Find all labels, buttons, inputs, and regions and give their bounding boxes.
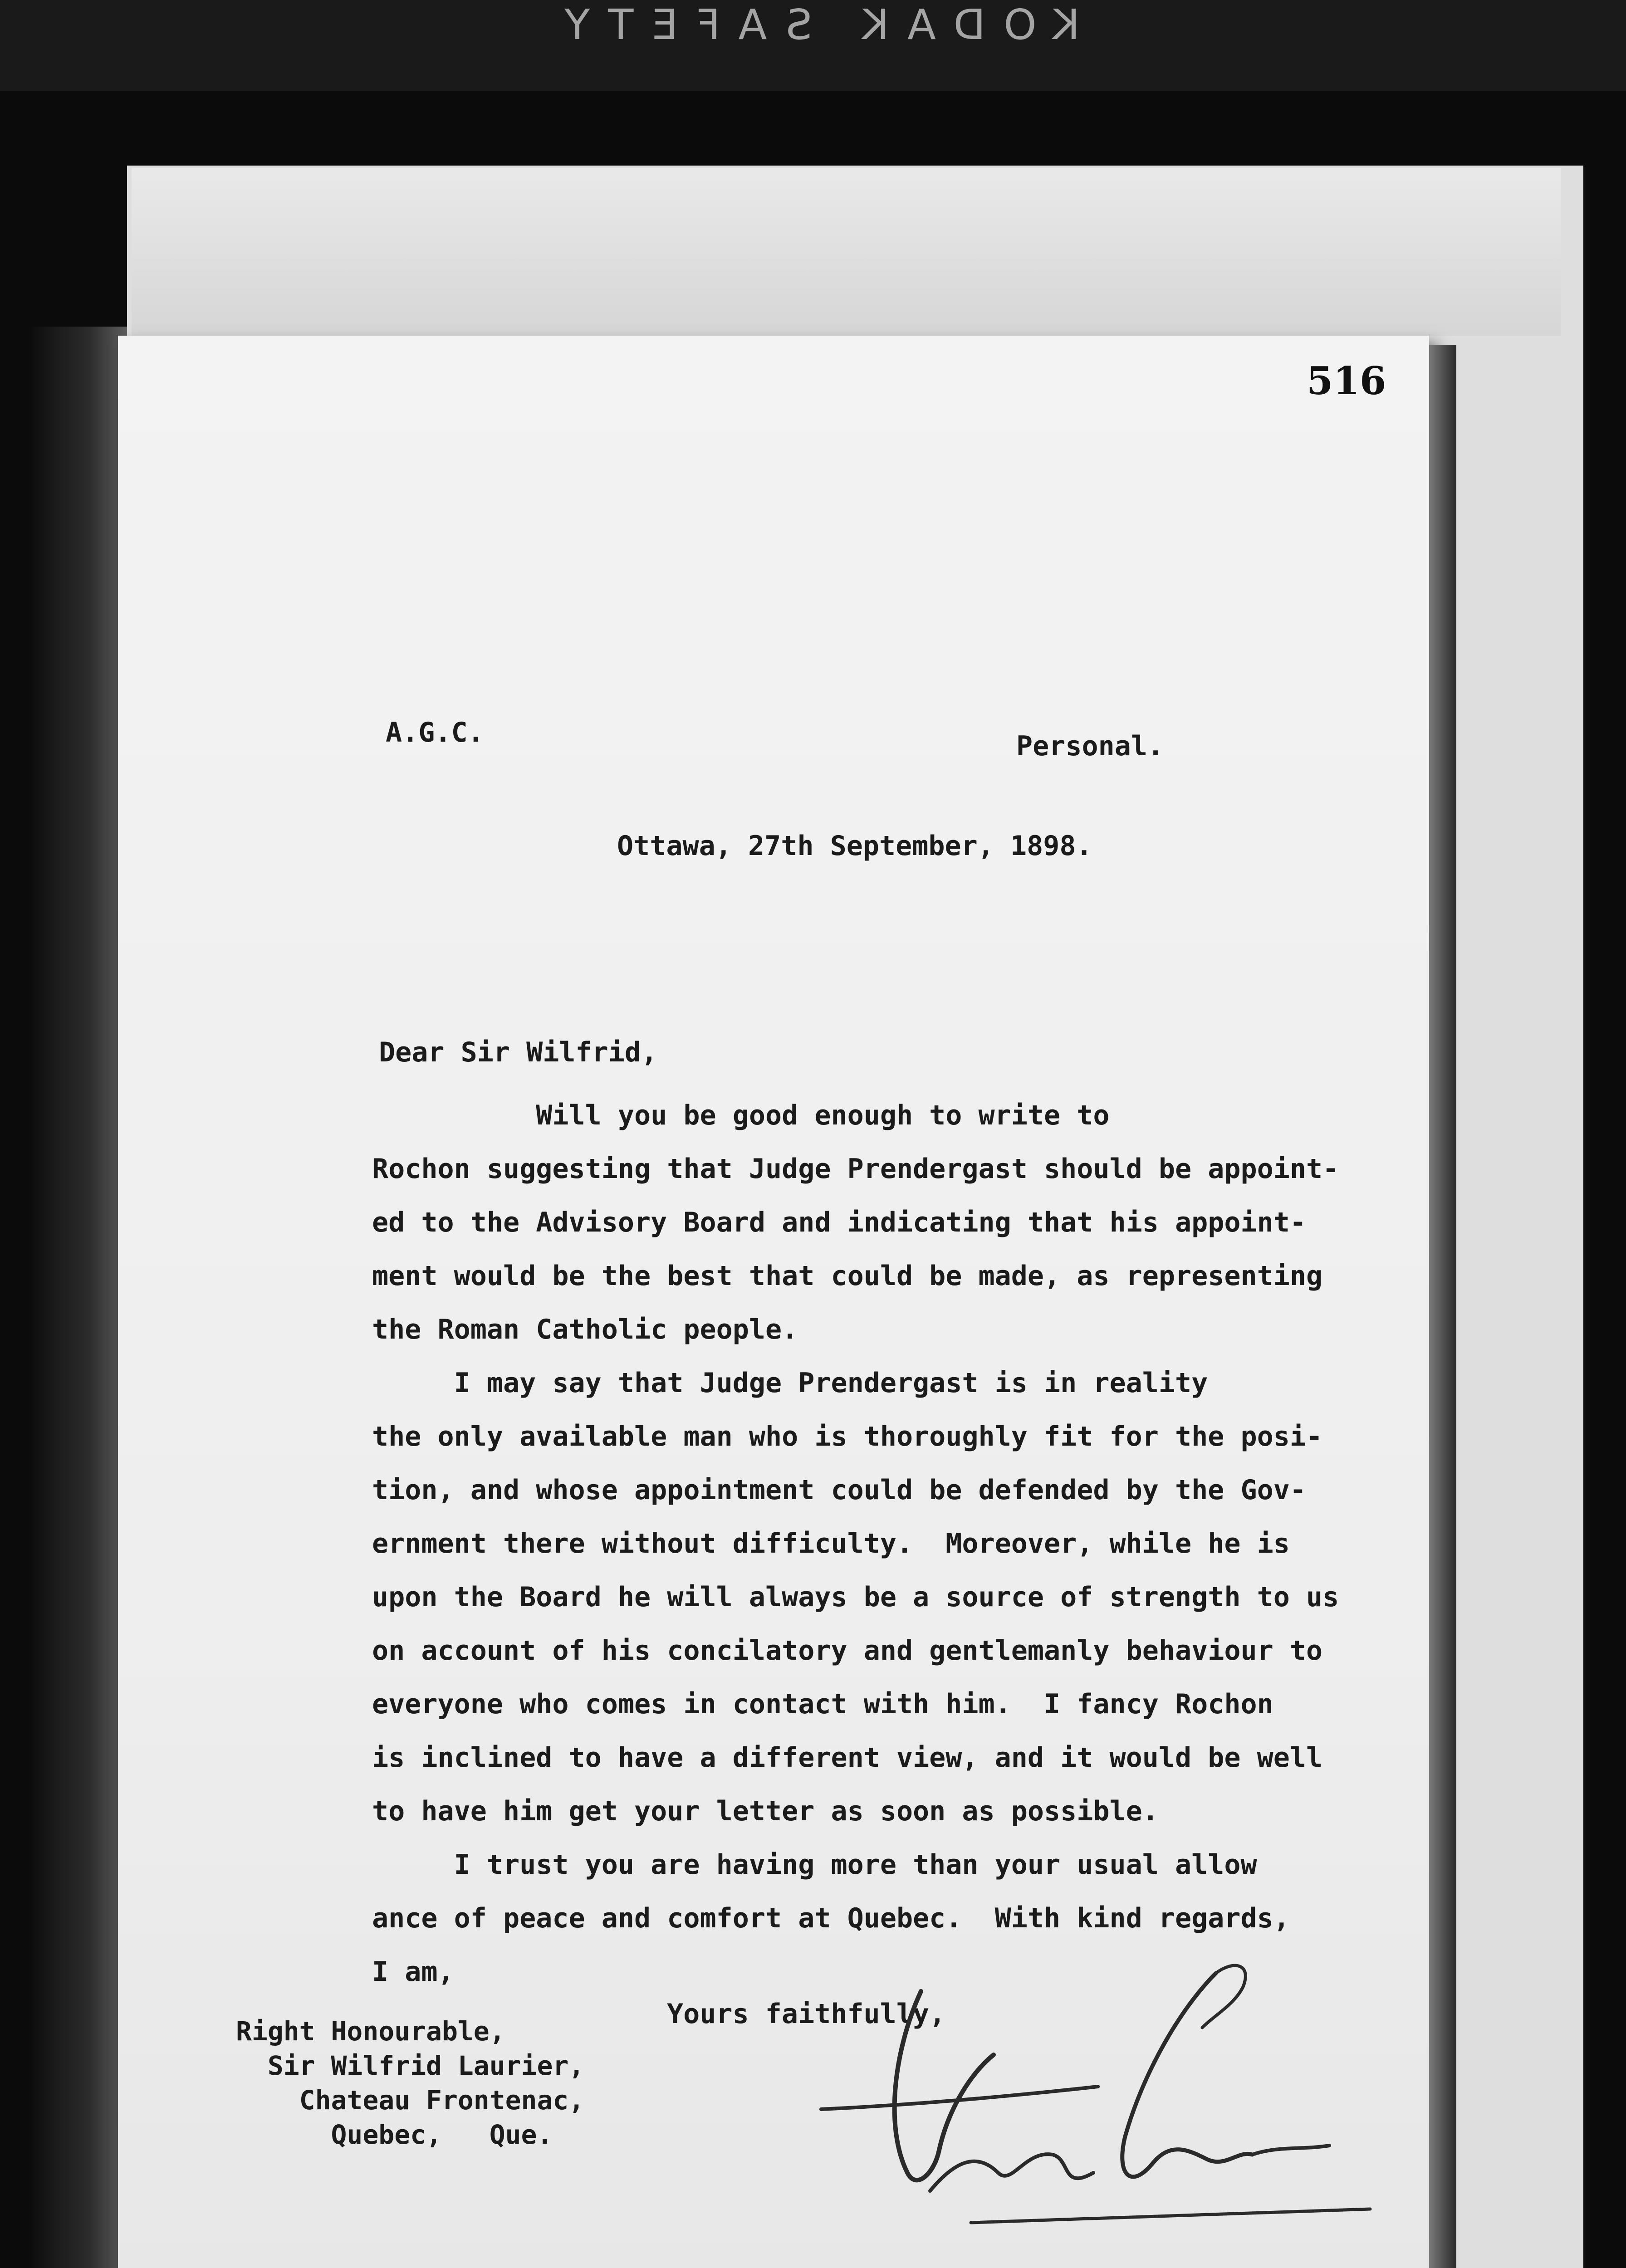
body-line: on account of his concilatory and gentlemanly behaviour to: [372, 1635, 1323, 1667]
letter-edge-shadow: [1429, 345, 1456, 2268]
salutation: Dear Sir Wilfrid,: [379, 1036, 658, 1068]
body-line: tion, and whose appointment could be defended by the Gov-: [372, 1474, 1307, 1506]
body-line: upon the Board he will always be a source of strength to us: [372, 1581, 1339, 1613]
body-line: Will you be good enough to write to: [372, 1100, 1110, 1131]
body-line: Rochon suggesting that Judge Prendergast should be appoint-: [372, 1153, 1339, 1185]
body-line: ed to the Advisory Board and indicating that his appoint-: [372, 1207, 1307, 1238]
dateline: Ottawa, 27th September, 1898.: [617, 830, 1092, 862]
personal-marking: Personal.: [1016, 730, 1164, 762]
body-line: I am,: [372, 1956, 454, 1988]
handwritten-signature: [780, 1937, 1388, 2245]
body-line: ment would be the best that could be made, as representing: [372, 1260, 1323, 1292]
body-line: to have him get your letter as soon as possible.: [372, 1795, 1159, 1827]
backing-page-top: [132, 168, 1561, 336]
reference-initials: A.G.C.: [386, 717, 484, 748]
address-line: Right Honourable,: [236, 2016, 505, 2047]
film-strip: [0, 0, 1626, 91]
address-line: Sir Wilfrid Laurier,: [236, 2050, 585, 2081]
body-line: I trust you are having more than your usual allow: [372, 1849, 1257, 1881]
body-line: ance of peace and comfort at Quebec. With kind regards,: [372, 1902, 1290, 1934]
body-line: I may say that Judge Prendergast is in reality: [372, 1367, 1208, 1399]
closing: Yours faithfully,: [667, 1998, 946, 2030]
page-number: 516: [1307, 358, 1386, 403]
address-line: Chateau Frontenac,: [236, 2085, 585, 2116]
body-line: ernment there without difficulty. Moreover, while he is: [372, 1528, 1290, 1559]
body-line: everyone who comes in contact with him. I fancy Rochon: [372, 1688, 1273, 1720]
letter-body: [372, 1089, 1339, 1999]
address-line: Quebec, Que.: [236, 2119, 553, 2150]
body-line: the Roman Catholic people.: [372, 1314, 798, 1345]
address-block: [236, 2014, 584, 2152]
body-line: is inclined to have a different view, and it would be well: [372, 1742, 1323, 1774]
body-line: the only available man who is thoroughly fit for the posi-: [372, 1421, 1323, 1452]
film-edge-text: KODAK SAFETY: [546, 0, 1080, 49]
